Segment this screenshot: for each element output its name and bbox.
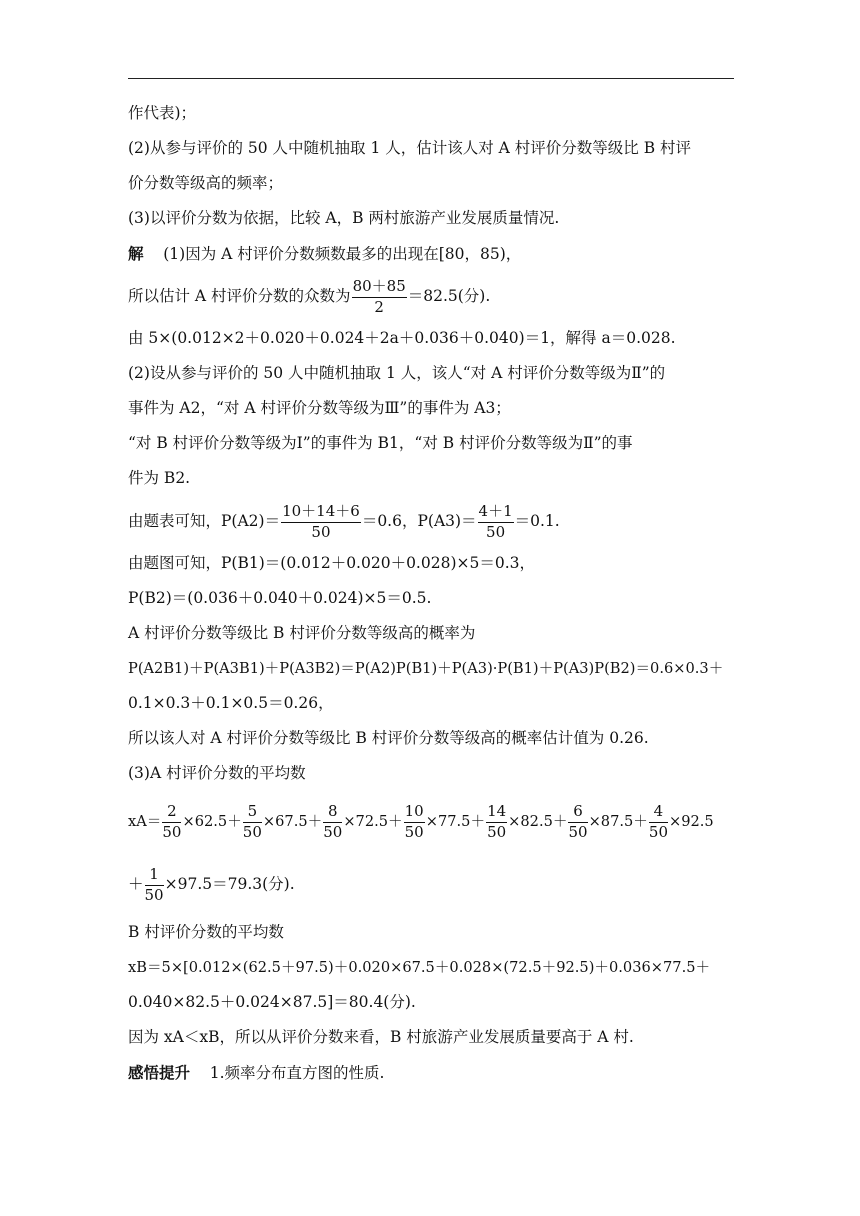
text: 所以估计 A 村评价分数的众数为	[128, 287, 351, 305]
text-line	[128, 686, 736, 721]
text-line	[128, 950, 736, 985]
numerator: 8	[323, 803, 342, 822]
denominator: 50	[486, 522, 506, 541]
text: P(A2B1)＋P(A3B1)＋P(A3B2)＝P(A2)P(B1)＋P(A3)·P(B1)＋P(A3)P(B2)＝0.6×0.3＋	[128, 660, 724, 677]
text: ×62.5＋	[182, 813, 242, 830]
fraction	[478, 503, 514, 541]
text: (3)以评价分数为依据，比较 A，B 两村旅游产业发展质量情况.	[128, 209, 560, 227]
mean-a-line-cont	[128, 853, 736, 915]
denominator: 50	[311, 522, 331, 541]
insight-label: 感悟提升	[128, 1063, 191, 1082]
text-line	[128, 581, 736, 616]
denominator: 50	[648, 822, 668, 841]
numerator: 80＋85	[352, 278, 407, 297]
text: ＋	[128, 875, 144, 893]
mode-line	[128, 271, 736, 321]
text-line	[128, 756, 736, 791]
text-line	[128, 391, 736, 426]
text-line	[128, 651, 736, 686]
solution-heading-line	[128, 236, 736, 271]
text: B 村评价分数的平均数	[128, 923, 284, 941]
fraction	[649, 803, 668, 841]
numerator: 6	[568, 803, 587, 822]
denominator: 50	[162, 822, 182, 841]
text-line	[128, 461, 736, 496]
fraction	[352, 278, 407, 316]
numerator: 5	[243, 803, 262, 822]
numerator: 14	[486, 803, 507, 822]
text: ×82.5＋	[508, 813, 568, 830]
text: (2)设从参与评价的 50 人中随机抽取 1 人，该人“对 A 村评价分数等级为Ⅱ”的	[128, 364, 666, 382]
text-line	[128, 321, 736, 356]
text-line	[128, 546, 736, 581]
text: ×67.5＋	[262, 813, 323, 830]
numerator: 4	[649, 803, 668, 822]
text: ×77.5＋	[425, 813, 486, 830]
text: (3)A 村评价分数的平均数	[128, 764, 306, 782]
text: 价分数等级高的频率；	[128, 174, 284, 192]
denominator: 50	[144, 885, 164, 904]
fraction	[486, 803, 507, 841]
fraction	[404, 803, 425, 841]
fraction	[145, 866, 164, 904]
text-line	[128, 201, 736, 236]
text-line	[128, 915, 736, 950]
text-line	[128, 721, 736, 756]
text: 所以该人对 A 村评价分数等级比 B 村评价分数等级高的概率估计值为 0.26.	[128, 729, 649, 747]
text: 由 5×(0.012×2＋0.020＋0.024＋2a＋0.036＋0.040)＝1，解得 a＝0.028.	[128, 329, 676, 347]
fraction	[323, 803, 342, 841]
text: xB＝5×[0.012×(62.5＋97.5)＋0.020×67.5＋0.028×(72.5＋92.5)＋0.036×77.5＋	[128, 959, 711, 976]
text-line	[128, 985, 736, 1020]
fraction	[243, 803, 262, 841]
text: A 村评价分数等级比 B 村评价分数等级高的概率为	[128, 624, 476, 642]
denominator: 50	[568, 822, 588, 841]
text: ＝82.5(分).	[407, 287, 491, 305]
denominator: 50	[323, 822, 343, 841]
denominator: 50	[242, 822, 262, 841]
denominator: 50	[404, 822, 424, 841]
text-line	[128, 166, 736, 201]
text-line	[128, 356, 736, 391]
text: 作代表)；	[128, 104, 197, 122]
fraction	[281, 503, 361, 541]
text-line	[128, 616, 736, 651]
text: ×87.5＋	[588, 813, 648, 830]
insight-line	[128, 1055, 736, 1090]
text-line	[128, 1020, 736, 1055]
text: ＝0.1.	[514, 512, 560, 530]
text: ×97.5＝79.3(分).	[164, 875, 295, 893]
text: (1)因为 A 村评价分数频数最多的出现在[80，85)，	[163, 245, 522, 263]
probability-line	[128, 496, 736, 546]
solution-label: 解	[128, 244, 144, 263]
fraction	[568, 803, 587, 841]
text-line	[128, 131, 736, 166]
mean-a-line	[128, 791, 736, 853]
text: ×72.5＋	[343, 813, 403, 830]
denominator: 2	[374, 297, 384, 316]
text: ＝0.6，P(A3)＝	[361, 512, 477, 530]
header-rule	[128, 78, 734, 79]
text: 由题图可知，P(B1)＝(0.012＋0.020＋0.028)×5＝0.3，	[128, 554, 535, 572]
text: 因为 xA＜xB，所以从评价分数来看，B 村旅游产业发展质量要高于 A 村.	[128, 1028, 634, 1046]
numerator: 2	[162, 803, 181, 822]
text: 事件为 A2，“对 A 村评价分数等级为Ⅲ”的事件为 A3；	[128, 399, 511, 417]
text: 1.频率分布直方图的性质.	[209, 1064, 385, 1082]
fraction	[162, 803, 181, 841]
text: 0.1×0.3＋0.1×0.5＝0.26，	[128, 694, 334, 712]
numerator: 1	[145, 866, 164, 885]
text-line	[128, 96, 736, 131]
document-body	[128, 96, 736, 1090]
text: ×92.5	[669, 813, 714, 830]
text: 由题表可知，P(A2)＝	[128, 512, 281, 530]
text: “对 B 村评价分数等级为Ⅰ”的事件为 B1，“对 B 村评价分数等级为Ⅱ”的事	[128, 434, 633, 452]
text: 0.040×82.5＋0.024×87.5]＝80.4(分).	[128, 993, 416, 1011]
text: 件为 B2.	[128, 469, 191, 487]
numerator: 4＋1	[478, 503, 514, 522]
numerator: 10	[404, 803, 425, 822]
text: (2)从参与评价的 50 人中随机抽取 1 人，估计该人对 A 村评价分数等级比 B 村评	[128, 139, 692, 157]
mean-symbol: xA＝	[128, 813, 162, 830]
text-line	[128, 426, 736, 461]
numerator: 10＋14＋6	[281, 503, 361, 522]
denominator: 50	[487, 822, 507, 841]
text: P(B2)＝(0.036＋0.040＋0.024)×5＝0.5.	[128, 589, 432, 607]
